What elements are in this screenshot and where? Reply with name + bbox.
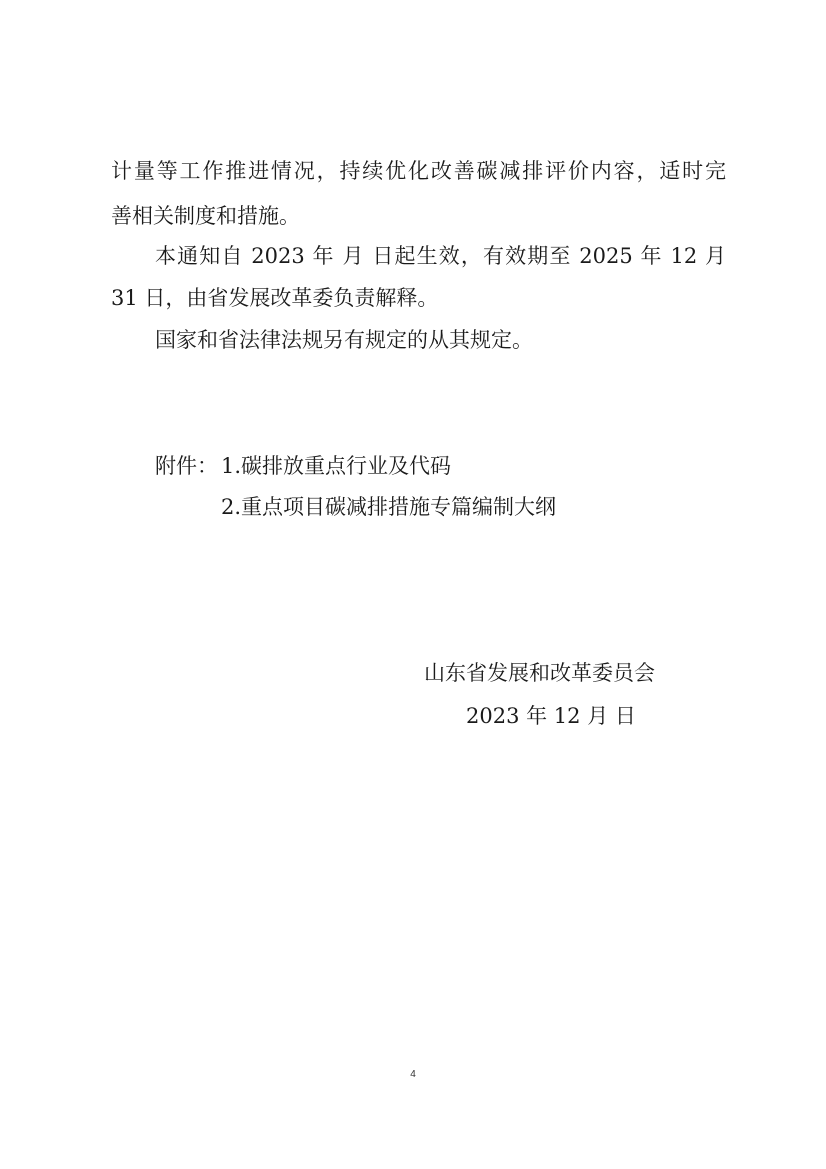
attachment-item: 1.碳排放重点行业及代码: [221, 454, 452, 478]
signature-organization: 山东省发展和改革委员会: [424, 661, 655, 685]
body-line: 31 日，由省发展改革委负责解释。: [111, 286, 439, 310]
body-line: 本通知自 2023 年 月 日起生效，有效期至 2025 年 12 月: [155, 244, 726, 268]
page-number: 4: [410, 1069, 416, 1080]
attachments-label: 附件：: [155, 454, 218, 478]
body-line: 国家和省法律法规另有规定的从其规定。: [155, 328, 533, 352]
signature-date: 2023 年 12 月 日: [466, 704, 636, 728]
body-line: 计量等工作推进情况，持续优化改善碳减排评价内容，适时完: [111, 159, 726, 183]
body-line: 善相关制度和措施。: [111, 204, 300, 228]
attachment-item: 2.重点项目碳减排措施专篇编制大纲: [221, 495, 557, 519]
